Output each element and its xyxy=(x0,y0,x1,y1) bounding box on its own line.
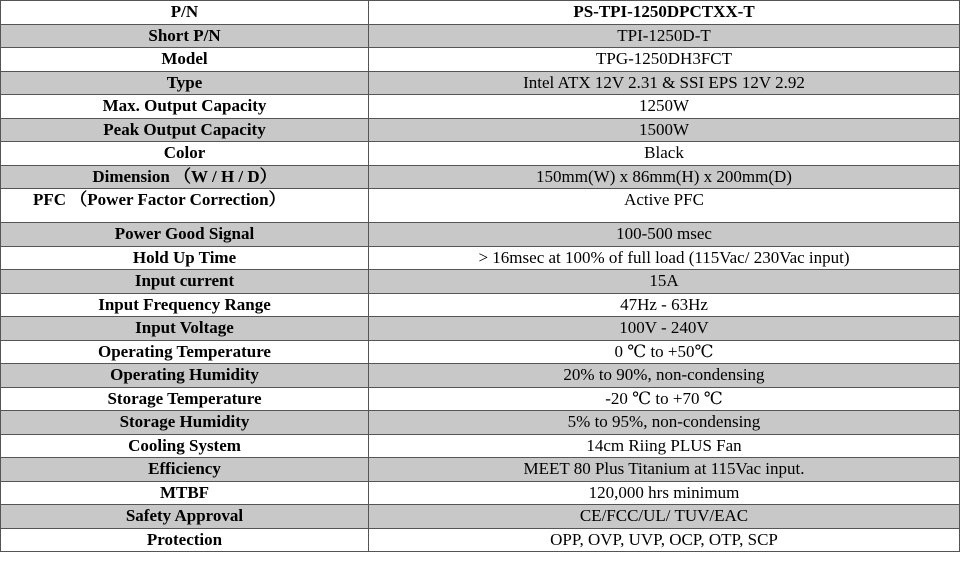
row-label: Cooling System xyxy=(1,434,369,458)
row-value: 0 ℃ to +50℃ xyxy=(369,340,960,364)
row-value: 20% to 90%, non-condensing xyxy=(369,364,960,388)
row-label: Storage Temperature xyxy=(1,387,369,411)
table-row-input-voltage xyxy=(1,317,960,341)
row-label: Power Good Signal xyxy=(1,223,369,247)
table-row-pfc xyxy=(1,189,960,223)
table-row-pn xyxy=(1,1,960,25)
row-label: Input Frequency Range xyxy=(1,293,369,317)
row-value: Intel ATX 12V 2.31 & SSI EPS 12V 2.92 xyxy=(369,71,960,95)
table-row-short-pn xyxy=(1,24,960,48)
row-label: Operating Temperature xyxy=(1,340,369,364)
row-label: Storage Humidity xyxy=(1,411,369,435)
row-value: MEET 80 Plus Titanium at 115Vac input. xyxy=(369,458,960,482)
row-value: 14cm Riing PLUS Fan xyxy=(369,434,960,458)
table-row-max-output xyxy=(1,95,960,119)
row-value: -20 ℃ to +70 ℃ xyxy=(369,387,960,411)
table-row-operating-humidity xyxy=(1,364,960,388)
row-label: Model xyxy=(1,48,369,72)
table-row-efficiency xyxy=(1,458,960,482)
table-row-operating-temperature xyxy=(1,340,960,364)
row-label: P/N xyxy=(1,1,369,25)
row-value: 100-500 msec xyxy=(369,223,960,247)
row-value: Active PFC xyxy=(369,189,960,223)
table-row-input-frequency xyxy=(1,293,960,317)
table-row-model xyxy=(1,48,960,72)
row-value: 1250W xyxy=(369,95,960,119)
row-label: Efficiency xyxy=(1,458,369,482)
table-row-cooling-system xyxy=(1,434,960,458)
row-label: Protection xyxy=(1,528,369,552)
table-row-hold-up xyxy=(1,246,960,270)
table-row-peak-output xyxy=(1,118,960,142)
row-value: TPG-1250DH3FCT xyxy=(369,48,960,72)
row-label: Peak Output Capacity xyxy=(1,118,369,142)
row-label: Input Voltage xyxy=(1,317,369,341)
row-label: Type xyxy=(1,71,369,95)
row-value: Black xyxy=(369,142,960,166)
row-label: Hold Up Time xyxy=(1,246,369,270)
table-row-storage-humidity xyxy=(1,411,960,435)
table-row-type xyxy=(1,71,960,95)
row-value: 100V - 240V xyxy=(369,317,960,341)
table-row-input-current xyxy=(1,270,960,294)
row-value: CE/FCC/UL/ TUV/EAC xyxy=(369,505,960,529)
row-value: 15A xyxy=(369,270,960,294)
row-value: 1500W xyxy=(369,118,960,142)
row-label: Input current xyxy=(1,270,369,294)
row-value: OPP, OVP, UVP, OCP, OTP, SCP xyxy=(369,528,960,552)
row-label: Safety Approval xyxy=(1,505,369,529)
table-row-color xyxy=(1,142,960,166)
row-label: Operating Humidity xyxy=(1,364,369,388)
table-row-safety-approval xyxy=(1,505,960,529)
table-row-power-good xyxy=(1,223,960,247)
row-value: PS-TPI-1250DPCTXX-T xyxy=(369,1,960,25)
table-row-dimension xyxy=(1,165,960,189)
row-label: Short P/N xyxy=(1,24,369,48)
row-value: > 16msec at 100% of full load (115Vac/ 230Vac input) xyxy=(369,246,960,270)
row-value: 47Hz - 63Hz xyxy=(369,293,960,317)
row-value: TPI-1250D-T xyxy=(369,24,960,48)
row-label: PFC （Power Factor Correction） xyxy=(1,189,369,223)
row-label: Color xyxy=(1,142,369,166)
row-value: 150mm(W) x 86mm(H) x 200mm(D) xyxy=(369,165,960,189)
row-value: 120,000 hrs minimum xyxy=(369,481,960,505)
row-label: Max. Output Capacity xyxy=(1,95,369,119)
row-label: Dimension （W / H / D） xyxy=(1,165,369,189)
row-value: 5% to 95%, non-condensing xyxy=(369,411,960,435)
table-row-storage-temperature xyxy=(1,387,960,411)
table-row-protection xyxy=(1,528,960,552)
table-row-mtbf xyxy=(1,481,960,505)
row-label: MTBF xyxy=(1,481,369,505)
